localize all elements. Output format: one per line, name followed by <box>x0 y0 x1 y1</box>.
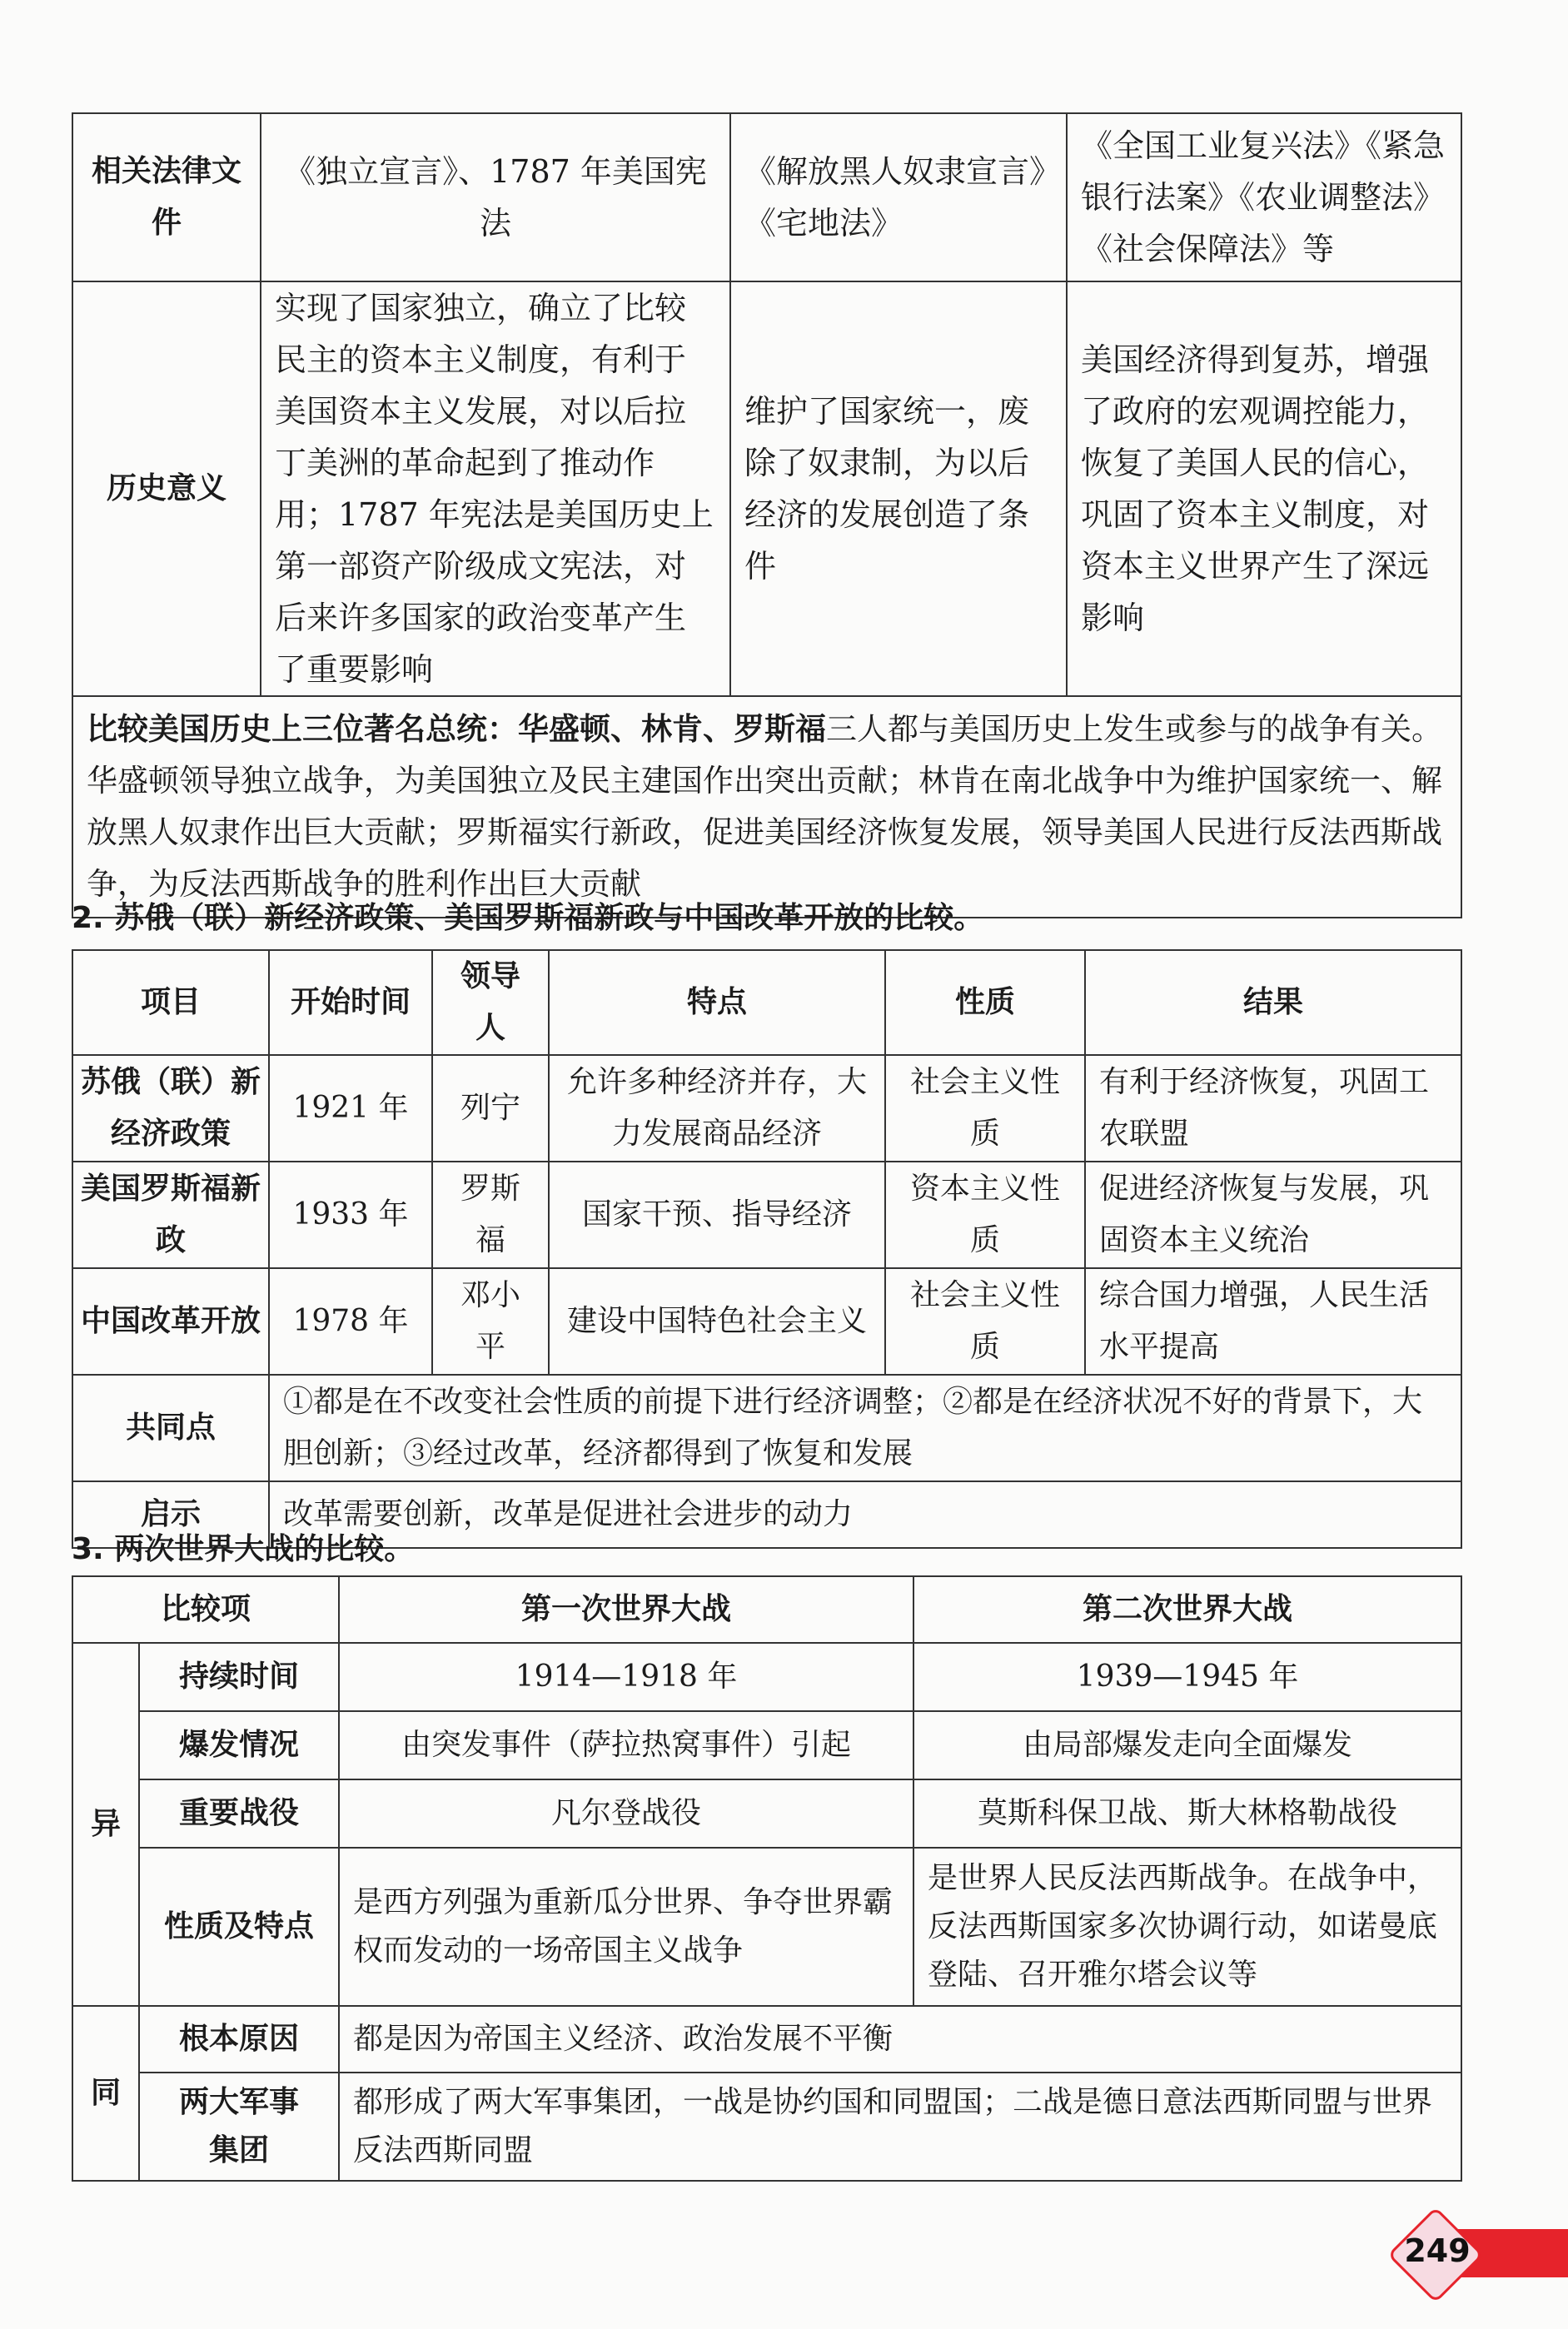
row-label: 美国罗斯福新政 <box>72 1162 269 1268</box>
table-cell: 莫斯科保卫战、斯大林格勒战役 <box>913 1779 1461 1848</box>
row-label: 历史意义 <box>72 281 261 696</box>
insight-cell: 改革需要创新，改革是促进社会进步的动力 <box>269 1481 1461 1548</box>
column-header: 领导人 <box>432 950 549 1055</box>
column-header: 结果 <box>1085 950 1461 1055</box>
table-cell: 邓小平 <box>432 1268 549 1375</box>
table-cell: 都是因为帝国主义经济、政治发展不平衡 <box>339 2006 1461 2073</box>
column-header: 第二次世界大战 <box>913 1576 1461 1643</box>
row-label: 苏俄（联）新经济政策 <box>72 1055 269 1162</box>
table-cell: 资本主义性质 <box>885 1162 1085 1268</box>
table-cell: 1933 年 <box>269 1162 432 1268</box>
section-title-2: 2. 苏俄（联）新经济政策、美国罗斯福新政与中国改革开放的比较。 <box>72 901 984 935</box>
column-header: 性质 <box>885 950 1085 1055</box>
table-cell: 《解放黑人奴隶宣言》《宅地法》 <box>730 113 1067 281</box>
table-row <box>72 1055 1461 1162</box>
table-row <box>72 1162 1461 1268</box>
table-cell: 1939—1945 年 <box>913 1643 1461 1711</box>
table-row <box>72 1779 1461 1848</box>
table-cell: 都形成了两大军事集团，一战是协约国和同盟国；二战是德日意法西斯同盟与世界反法西斯同盟 <box>339 2073 1461 2181</box>
row-label: 两大军事集团 <box>139 2073 339 2181</box>
table-cell: 凡尔登战役 <box>339 1779 913 1848</box>
table-cell: 《独立宣言》、1787 年美国宪法 <box>261 113 730 281</box>
note-text: 三人都与美国历史上发生或参与的战争有关。华盛顿领导独立战争，为美国独立及民主建国作出突出贡献；林肯在南北战争中为维护国家统一、解放黑人奴隶作出巨大贡献；罗斯福实行新政，促进美国经济恢复发展，领导美国人民进行反法西斯战争，为反法西斯战争的胜利作出巨大贡献 <box>87 711 1442 902</box>
row-label: 中国改革开放 <box>72 1268 269 1375</box>
note-heading: 比较美国历史上三位著名总统：华盛顿、林肯、罗斯福 <box>87 711 826 747</box>
table-cell: 是西方列强为重新瓜分世界、争夺世界霸权而发动的一场帝国主义战争 <box>339 1848 913 2006</box>
table-cell: 列宁 <box>432 1055 549 1162</box>
table-cell: 有利于经济恢复，巩固工农联盟 <box>1085 1055 1461 1162</box>
row-label: 启示 <box>72 1481 269 1548</box>
table-cell: 维护了国家统一，废除了奴隶制，为以后经济的发展创造了条件 <box>730 281 1067 696</box>
table-row <box>72 281 1461 696</box>
table-cell: 综合国力增强，人民生活水平提高 <box>1085 1268 1461 1375</box>
reform-comparison-table <box>72 949 1462 1549</box>
table-row <box>72 1268 1461 1375</box>
table-row <box>72 1711 1461 1779</box>
difference-label: 异 <box>72 1643 139 2006</box>
table-row <box>72 113 1461 281</box>
us-history-table <box>72 112 1462 918</box>
table-row <box>72 1643 1461 1711</box>
row-label: 持续时间 <box>139 1643 339 1711</box>
table-cell: 是世界人民反法西斯战争。在战争中，反法西斯国家多次协调行动，如诺曼底登陆、召开雅尔塔会议等 <box>913 1848 1461 2006</box>
table-header-row <box>72 1576 1461 1643</box>
table-row <box>72 1848 1461 2006</box>
page-number-badge <box>1385 2211 1568 2294</box>
table-row <box>72 1375 1461 1481</box>
row-label: 相关法律文件 <box>72 113 261 281</box>
table-cell: 罗斯福 <box>432 1162 549 1268</box>
table-cell: 《全国工业复兴法》《紧急银行法案》《农业调整法》《社会保障法》等 <box>1067 113 1461 281</box>
table-cell: 实现了国家独立，确立了比较民主的资本主义制度，有利于美国资本主义发展，对以后拉丁美洲的革命起到了推动作用；1787 年宪法是美国历史上第一部资产阶级成文宪法，对后来许多国家的政治变革产生了重要影响 <box>261 281 730 696</box>
row-label: 重要战役 <box>139 1779 339 1848</box>
table-cell: 社会主义性质 <box>885 1268 1085 1375</box>
table-cell: 1921 年 <box>269 1055 432 1162</box>
table-cell: 促进经济恢复与发展，巩固资本主义统治 <box>1085 1162 1461 1268</box>
table-cell: 由突发事件（萨拉热窝事件）引起 <box>339 1711 913 1779</box>
column-header: 开始时间 <box>269 950 432 1055</box>
row-label: 共同点 <box>72 1375 269 1481</box>
column-header: 项目 <box>72 950 269 1055</box>
table-row <box>72 2073 1461 2181</box>
table-cell: 1978 年 <box>269 1268 432 1375</box>
world-wars-table <box>72 1575 1462 2182</box>
table-cell: 美国经济得到复苏，增强了政府的宏观调控能力，恢复了美国人民的信心，巩固了资本主义制度，对资本主义世界产生了深远影响 <box>1067 281 1461 696</box>
page-number: 249 <box>1404 2232 1471 2269</box>
presidents-note <box>72 696 1461 918</box>
table-header-row <box>72 950 1461 1055</box>
row-label: 性质及特点 <box>139 1848 339 2006</box>
table-row <box>72 2006 1461 2073</box>
table-cell: 允许多种经济并存，大力发展商品经济 <box>549 1055 885 1162</box>
column-header: 特点 <box>549 950 885 1055</box>
column-header: 比较项 <box>72 1576 339 1643</box>
row-label: 爆发情况 <box>139 1711 339 1779</box>
table-cell: 1914—1918 年 <box>339 1643 913 1711</box>
table-cell: 国家干预、指导经济 <box>549 1162 885 1268</box>
column-header: 第一次世界大战 <box>339 1576 913 1643</box>
table-row <box>72 696 1461 918</box>
row-label: 根本原因 <box>139 2006 339 2073</box>
table-cell: 建设中国特色社会主义 <box>549 1268 885 1375</box>
similarity-label: 同 <box>72 2006 139 2181</box>
table-cell: 由局部爆发走向全面爆发 <box>913 1711 1461 1779</box>
table-cell: 社会主义性质 <box>885 1055 1085 1162</box>
section-title-3: 3. 两次世界大战的比较。 <box>72 1532 415 1566</box>
common-points-cell: ①都是在不改变社会性质的前提下进行经济调整；②都是在经济状况不好的背景下，大胆创新；③经过改革，经济都得到了恢复和发展 <box>269 1375 1461 1481</box>
